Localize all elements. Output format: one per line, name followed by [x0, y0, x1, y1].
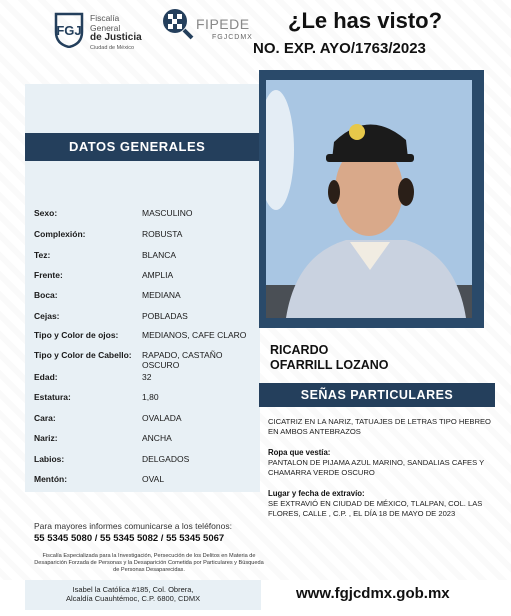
- datos-value: AMPLIA: [142, 270, 174, 280]
- datos-row: [34, 330, 259, 341]
- datos-row: [34, 413, 259, 424]
- expediente-number: NO. EXP. AYO/1763/2023: [253, 40, 426, 57]
- person-photo: [266, 80, 472, 318]
- legal-text: Fiscalía Especializada para la Investigación, Persecución de los Delitos en Materia de Desaparición Forzada de Personas y la Desaparición Cometida por Particulares y Búsqueda de Personas Desaparecidas.: [34, 553, 264, 573]
- datos-row: [34, 454, 259, 465]
- datos-label: Cara:: [34, 413, 56, 423]
- datos-label: Sexo:: [34, 208, 58, 218]
- datos-value: DELGADOS: [142, 454, 190, 464]
- address-line2: Alcaldía Cuauhtémoc, C.P. 6800, CDMX: [66, 594, 201, 603]
- address-line1: Isabel la Católica #185, Col. Obrera,: [72, 585, 194, 594]
- svg-text:FGJ: FGJ: [56, 23, 82, 38]
- fipede-sub: FGJCDMX: [212, 34, 253, 41]
- datos-row: [34, 229, 259, 240]
- datos-label: Frente:: [34, 270, 63, 280]
- datos-value: MASCULINO: [142, 208, 193, 218]
- senas-text: CICATRIZ EN LA NARIZ, TATUAJES DE LETRAS TIPO HEBREO EN AMBOS ANTEBRAZOS: [268, 417, 491, 436]
- person-first-name: RICARDO: [270, 343, 329, 357]
- datos-label: Estatura:: [34, 392, 71, 402]
- fgj-line2: General: [90, 23, 121, 33]
- datos-row: [34, 392, 259, 403]
- datos-row: [34, 270, 259, 281]
- datos-label: Edad:: [34, 372, 58, 382]
- fipede-logo-icon: [160, 6, 194, 40]
- headline: ¿Le has visto?: [288, 8, 443, 33]
- datos-value: BLANCA: [142, 250, 177, 260]
- fgj-line3: de Justicia: [90, 32, 142, 43]
- datos-row: [34, 372, 259, 383]
- datos-row: [34, 474, 259, 485]
- address: [66, 585, 200, 603]
- datos-label: Tipo y Color de Cabello:: [34, 350, 132, 360]
- datos-value: OVAL: [142, 474, 165, 484]
- datos-label: Cejas:: [34, 311, 60, 321]
- datos-label: Boca:: [34, 290, 58, 300]
- senas-title: SEÑAS PARTICULARES: [259, 383, 495, 407]
- datos-row: [34, 208, 259, 219]
- ropa-label: Ropa que vestía:: [268, 448, 331, 457]
- person-last-name: OFARRILL LOZANO: [270, 358, 389, 372]
- fgj-line4: Ciudad de México: [90, 45, 135, 51]
- datos-label: Tez:: [34, 250, 51, 260]
- datos-label: Tipo y Color de ojos:: [34, 330, 119, 340]
- lugar-value: SE EXTRAVIÓ EN CIUDAD DE MÉXICO, TLALPAN, COL. LAS FLORES, CALLE , C.P. , EL DÍA 18 DE MAYO DE 2023: [268, 499, 483, 518]
- datos-row: [34, 433, 259, 444]
- datos-value: POBLADAS: [142, 311, 188, 321]
- datos-value: OVALADA: [142, 413, 182, 423]
- datos-row: [34, 350, 259, 370]
- datos-generales-title: DATOS GENERALES: [25, 133, 271, 161]
- website-link[interactable]: www.fgjcdmx.gob.mx: [296, 585, 450, 602]
- fipede-name: FIPEDE: [196, 16, 250, 32]
- datos-row: [34, 311, 259, 322]
- datos-value: ANCHA: [142, 433, 172, 443]
- datos-label: Nariz:: [34, 433, 58, 443]
- ropa-value: PANTALON DE PIJAMA AZUL MARINO, SANDALIAS CAFES Y CHAMARRA VERDE OSCURO: [268, 458, 485, 477]
- fgj-logo-icon: [52, 10, 86, 48]
- lugar-label: Lugar y fecha de extravío:: [268, 489, 365, 498]
- person-name: [270, 343, 389, 373]
- datos-label: Complexión:: [34, 229, 86, 239]
- datos-value: 32: [142, 372, 152, 382]
- datos-label: Labios:: [34, 454, 65, 464]
- fgj-line1: Fiscalía: [90, 13, 120, 23]
- datos-row: [34, 250, 259, 261]
- datos-value: MEDIANA: [142, 290, 181, 300]
- person-photo-image: [266, 80, 472, 318]
- datos-value: MEDIANOS, CAFE CLARO: [142, 330, 247, 340]
- datos-row: [34, 290, 259, 301]
- contact-label: Para mayores informes comunicarse a los teléfonos:: [34, 521, 232, 531]
- phone-numbers: 55 5345 5080 / 55 5345 5082 / 55 5345 5067: [34, 533, 225, 544]
- datos-value: ROBUSTA: [142, 229, 183, 239]
- datos-label: Mentón:: [34, 474, 68, 484]
- datos-value: 1,80: [142, 392, 159, 402]
- fgj-name: [90, 13, 142, 53]
- datos-value: RAPADO, CASTAÑO OSCURO: [142, 350, 223, 370]
